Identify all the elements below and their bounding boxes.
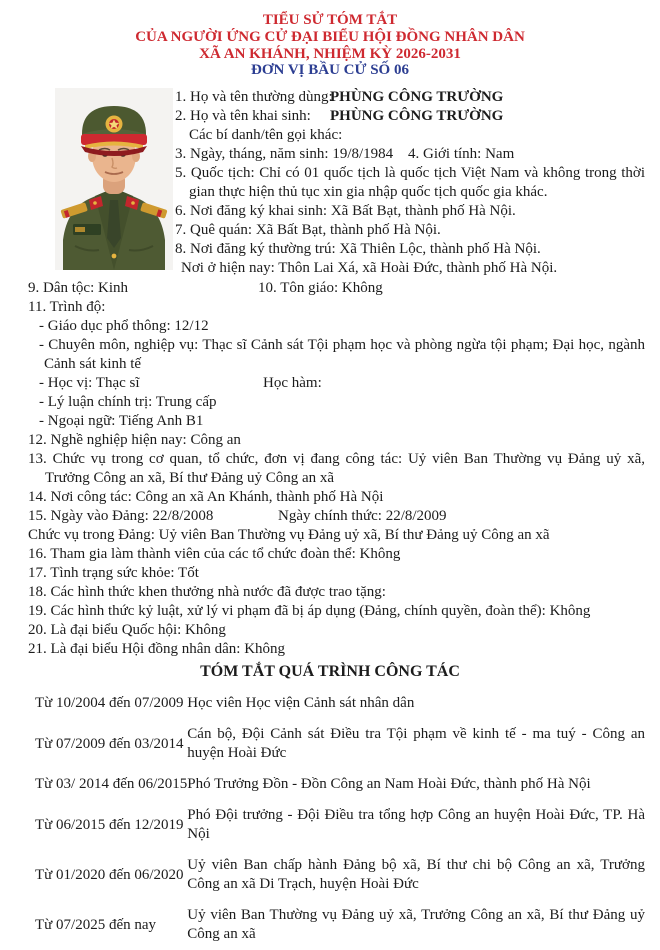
- field-edu-professional: - Chuyên môn, nghiệp vụ: Thạc sĩ Cảnh sát Tội phạm học và phòng ngừa tội phạm; Đại học, ngành Cảnh sát kinh tế: [39, 337, 645, 373]
- birth-name-label: 2. Họ và tên khai sinh:: [175, 108, 311, 125]
- field-party-position: Chức vụ trong Đảng: Uỷ viên Ban Thường vụ Đảng uỷ xã, Bí thư Đảng uỷ Công an xã: [28, 527, 550, 544]
- role-cell: Phó Đội trưởng - Đội Điều tra tổng hợp Công an huyện Hoài Đức, TP. Hà Nội: [187, 807, 645, 843]
- personal-fields: [175, 88, 645, 278]
- election-unit-line: ĐƠN VỊ BẦU CỬ SỐ 06: [251, 62, 409, 79]
- period-cell: Từ 03/ 2014 đến 06/2015: [35, 776, 188, 793]
- career-table: [35, 688, 645, 950]
- career-row: [35, 850, 645, 900]
- gender-value: 4. Giới tính: Nam: [408, 146, 515, 163]
- field-edu-degree-title: [39, 374, 645, 393]
- role-cell: Uỷ viên Ban chấp hành Đảng bộ xã, Bí thư chi bộ Công an xã, Trưởng Công an xã Di Trạch, huyện Hoài Đức: [187, 857, 645, 893]
- role-cell: Học viên Học viện Cảnh sát nhân dân: [187, 695, 415, 712]
- top-section: [0, 87, 660, 277]
- religion-value: 10. Tôn giáo: Không: [258, 280, 383, 297]
- field-edu-language: - Ngoại ngữ: Tiếng Anh B1: [39, 413, 204, 430]
- document-header: [0, 0, 660, 79]
- common-name-label: 1. Họ và tên thường dùng:: [175, 89, 333, 106]
- role-cell: Phó Trưởng Đồn - Đồn Công an Nam Hoài Đức, thành phố Hà Nội: [187, 776, 591, 793]
- career-row: [35, 769, 645, 800]
- field-workplace: 14. Nơi công tác: Công an xã An Khánh, thành phố Hà Nội: [28, 489, 384, 506]
- period-cell: Từ 07/2009 đến 03/2014: [35, 735, 184, 752]
- field-education-label: 11. Trình độ:: [28, 299, 106, 316]
- role-cell: Cán bộ, Đội Cảnh sát Điều tra Tội phạm về kinh tế - ma tuý - Công an huyện Hoài Đức: [187, 726, 645, 762]
- field-common-name: [175, 88, 645, 107]
- role-cell: Uỷ viên Ban Thường vụ Đảng uỷ xã, Trưởng Công an xã, Bí thư Đảng uỷ Công an xã: [187, 907, 645, 943]
- academic-title-label: Học hàm:: [263, 375, 322, 392]
- officer-portrait-image: [55, 88, 173, 270]
- field-discipline: 19. Các hình thức kỷ luật, xử lý vi phạm đã bị áp dụng (Đảng, chính quyền, đoàn thể): Không: [28, 603, 591, 620]
- career-row: [35, 800, 645, 850]
- field-permanent-residence: 8. Nơi đăng ký thường trú: Xã Thiên Lộc, thành phố Hà Nội.: [175, 241, 541, 258]
- party-join-date: 15. Ngày vào Đảng: 22/8/2008: [28, 508, 214, 525]
- field-edu-political-theory: - Lý luận chính trị: Trung cấp: [39, 394, 217, 411]
- field-party-dates: [28, 507, 645, 526]
- body-fields: [28, 279, 645, 659]
- candidate-photo: [55, 88, 173, 270]
- field-nationality: 5. Quốc tịch: Chỉ có 01 quốc tịch là quốc tịch Việt Nam và không trong thời gian thực hiện thủ tục xin gia nhập quốc tịch quốc gia khác.: [175, 165, 645, 201]
- career-row: [35, 719, 645, 769]
- birth-name-value: PHÙNG CÔNG TRƯỜNG: [330, 108, 504, 125]
- field-member-organizations: 16. Tham gia làm thành viên của các tổ chức đoàn thể: Không: [28, 546, 401, 563]
- field-occupation: 12. Nghề nghiệp hiện nay: Công an: [28, 432, 241, 449]
- field-ethnicity-religion: [28, 279, 645, 298]
- field-hometown: 7. Quê quán: Xã Bất Bạt, thành phố Hà Nội.: [175, 222, 441, 239]
- period-cell: Từ 10/2004 đến 07/2009: [35, 695, 184, 712]
- field-peoples-council: 21. Là đại biểu Hội đồng nhân dân: Không: [28, 641, 286, 658]
- title-line-3: XÃ AN KHÁNH, NHIỆM KỲ 2026-2031: [199, 45, 461, 62]
- degree-value: - Học vị: Thạc sĩ: [39, 375, 140, 392]
- party-official-date: Ngày chính thức: 22/8/2009: [278, 508, 447, 525]
- title-line-1: TIỂU SỬ TÓM TẮT: [262, 12, 398, 28]
- title-line-2: CỦA NGƯỜI ỨNG CỬ ĐẠI BIỂU HỘI ĐỒNG NHÂN DÂN: [135, 28, 525, 45]
- field-state-awards: 18. Các hình thức khen thưởng nhà nước đã được trao tặng:: [28, 584, 386, 601]
- field-position: 13. Chức vụ trong cơ quan, tổ chức, đơn vị đang công tác: Uỷ viên Ban Thường vụ Đảng uỷ xã, Trưởng Công an xã, Bí thư Đảng uỷ Công an xã: [28, 451, 645, 487]
- career-row: [35, 900, 645, 950]
- period-cell: Từ 06/2015 đến 12/2019: [35, 816, 184, 833]
- dob-value: 3. Ngày, tháng, năm sinh: 19/8/1984: [175, 146, 394, 163]
- career-section-title: TÓM TẮT QUÁ TRÌNH CÔNG TÁC: [200, 663, 460, 681]
- field-health: 17. Tình trạng sức khỏe: Tốt: [28, 565, 199, 582]
- ethnicity-value: 9. Dân tộc: Kinh: [28, 280, 128, 297]
- field-birth-registration: 6. Nơi đăng ký khai sinh: Xã Bất Bạt, thành phố Hà Nội.: [175, 203, 516, 220]
- common-name-value: PHÙNG CÔNG TRƯỜNG: [330, 89, 504, 106]
- period-cell: Từ 07/2025 đến nay: [35, 916, 157, 933]
- field-current-residence: Nơi ở hiện nay: Thôn Lai Xá, xã Hoài Đức, thành phố Hà Nội.: [181, 260, 558, 277]
- field-dob-gender: [175, 145, 645, 164]
- career-row: [35, 688, 645, 719]
- period-cell: Từ 01/2020 đến 06/2020: [35, 866, 184, 883]
- field-birth-name: [175, 107, 645, 126]
- field-alias: Các bí danh/tên gọi khác:: [189, 127, 343, 144]
- field-edu-general: - Giáo dục phổ thông: 12/12: [39, 318, 209, 335]
- field-national-assembly: 20. Là đại biểu Quốc hội: Không: [28, 622, 226, 639]
